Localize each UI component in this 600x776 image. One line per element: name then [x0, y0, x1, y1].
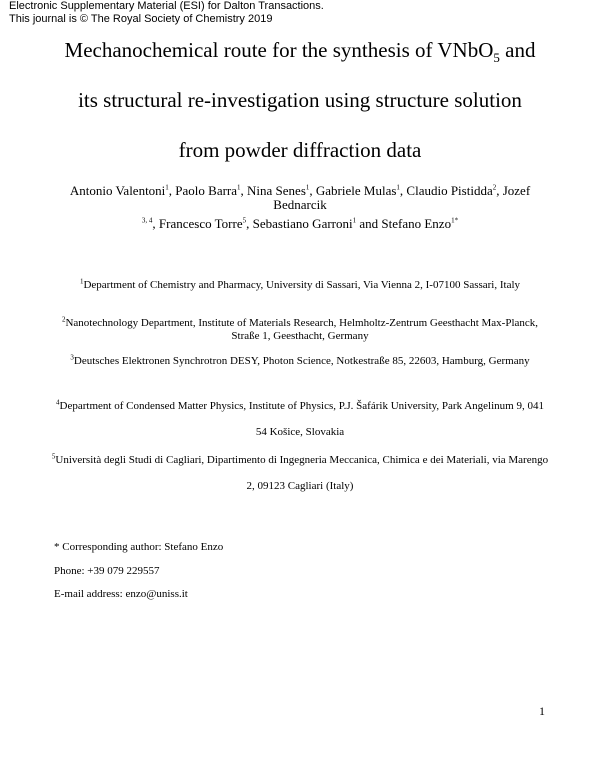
affiliation-number: 5	[51, 452, 56, 461]
paper-title-line-3: from powder diffraction data	[178, 138, 422, 162]
esi-header-line-2: This journal is © The Royal Society of Chemistry 2019	[9, 13, 273, 25]
author: Sebastiano Garroni	[252, 216, 353, 231]
title-text: Mechanochemical route for the synthesis of VNbO	[64, 38, 494, 62]
author-separator: ,	[309, 183, 316, 198]
affiliation-number: 2	[61, 315, 66, 324]
author-affiliation-mark: 1	[352, 216, 357, 225]
author-separator: ,	[240, 183, 248, 198]
author-affiliation-mark: 3, 4	[141, 216, 153, 225]
author: Francesco Torre	[158, 216, 243, 231]
author-affiliation-mark: 1	[396, 183, 400, 192]
affiliation-text: Deutsches Elektronen Synchrotron DESY, Photon Science, Notkestraße 85, 22603, Hamburg, Germany	[73, 355, 530, 367]
author-separator: ,	[246, 216, 253, 231]
paper-title-line-1	[0, 38, 600, 66]
affiliation-text: Department of Condensed Matter Physics, Institute of Physics, P.J. Šafárik University, Park Angelinum 9, 041 54 Košice, Slovakia	[59, 400, 544, 438]
author: Gabriele Mulas	[315, 183, 397, 198]
title-subscript: 5	[493, 50, 500, 66]
author-separator: and	[356, 216, 382, 231]
author: Nina Senes	[247, 183, 306, 198]
paper-title-line-2: its structural re-investigation using structure solution	[78, 88, 522, 112]
affiliation-3	[50, 355, 550, 368]
affiliation-text: Department of Chemistry and Pharmacy, University di Sassari, Via Vienna 2, I-07100 Sassari, Italy	[83, 279, 521, 291]
author-affiliation-mark: 1	[165, 183, 169, 192]
email-address: E-mail address: enzo@uniss.it	[54, 588, 188, 600]
affiliation-text: Università degli Studi di Cagliari, Dipartimento di Ingegneria Meccanica, Chimica e dei Materiali, via Marengo 2, 09123 Cagliari (Italy)	[55, 454, 549, 492]
title-tail: and	[499, 38, 536, 62]
author-separator: ,	[168, 183, 176, 198]
affiliation-number: 3	[70, 353, 74, 362]
corresponding-author: * Corresponding author: Stefano Enzo	[54, 541, 224, 553]
affiliation-2	[50, 317, 550, 343]
esi-header	[9, 0, 324, 26]
phone-number: Phone: +39 079 229557	[54, 565, 160, 577]
author: Claudio Pistidda	[406, 183, 493, 198]
affiliation-5	[50, 447, 550, 499]
affiliation-1	[50, 279, 550, 292]
author-list-line-1	[54, 184, 546, 212]
author-affiliation-mark: 1*	[451, 216, 459, 225]
author-affiliation-mark: 1	[305, 183, 310, 192]
author: Jozef Bednarcik	[273, 183, 531, 212]
author: Stefano Enzo	[381, 216, 452, 231]
affiliation-number: 1	[79, 277, 84, 286]
author: Antonio Valentoni	[69, 183, 166, 198]
author-separator: ,	[399, 183, 407, 198]
author-list-line-2	[54, 217, 546, 231]
author-separator: ,	[496, 183, 503, 198]
author: Paolo Barra	[175, 183, 238, 198]
author-affiliation-mark: 5	[242, 216, 247, 225]
author-separator: ,	[152, 216, 159, 231]
author-affiliation-mark: 1	[237, 183, 241, 192]
esi-header-line-1: Electronic Supplementary Material (ESI) for Dalton Transactions.	[9, 0, 324, 12]
affiliation-number: 4	[56, 398, 60, 407]
affiliation-4	[50, 393, 550, 445]
author-affiliation-mark: 2	[492, 183, 497, 192]
page-number: 1	[539, 704, 545, 718]
affiliation-text: Nanotechnology Department, Institute of Materials Research, Helmholtz-Zentrum Geesthacht Max-Planck, Straße 1, Geesthacht, Germany	[65, 317, 539, 342]
